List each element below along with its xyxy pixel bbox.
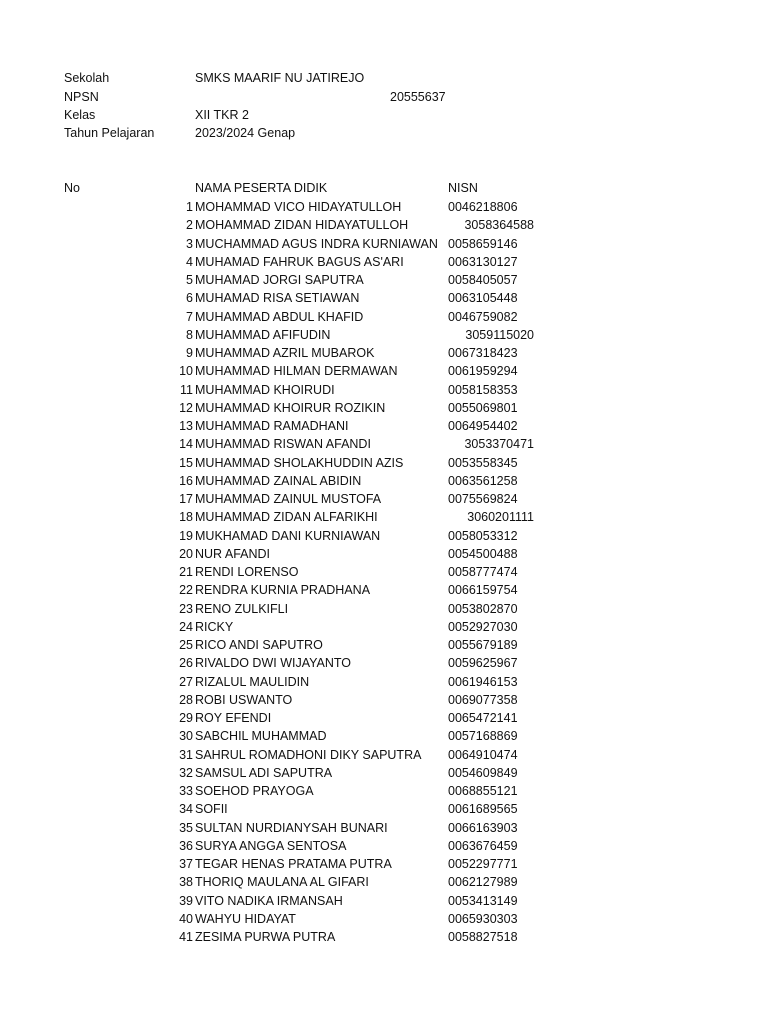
student-nisn: 0053558345 — [448, 455, 518, 470]
student-nisn: 0052297771 — [448, 857, 518, 871]
student-nisn: 3060201111 — [467, 510, 534, 525]
row-number: 18 — [179, 510, 193, 525]
table-row — [0, 399, 768, 417]
row-number: 3 — [186, 236, 193, 251]
student-nisn: 0063561258 — [448, 473, 518, 488]
table-row — [0, 928, 768, 946]
student-name: RENDI LORENSO — [195, 565, 299, 579]
student-name: SOFII — [195, 802, 228, 817]
student-nisn: 3058364588 — [464, 218, 534, 233]
row-number: 11 — [180, 382, 193, 397]
table-row — [0, 362, 768, 380]
column-header-no: No — [64, 181, 80, 195]
student-nisn: 0066163903 — [448, 820, 518, 835]
student-nisn: 0063105448 — [448, 291, 518, 306]
student-name: SOEHOD PRAYOGA — [195, 784, 314, 798]
column-header-nisn: NISN — [448, 181, 478, 195]
table-row — [0, 490, 768, 508]
student-nisn: 0061689565 — [448, 802, 518, 817]
table-row — [0, 417, 768, 435]
student-name: MUHAMAD RISA SETIAWAN — [195, 291, 360, 306]
student-nisn: 0062127989 — [448, 875, 518, 890]
row-number: 21 — [179, 565, 193, 579]
sekolah-value: SMKS MAARIF NU JATIREJO — [195, 71, 365, 85]
student-nisn: 0058659146 — [448, 236, 518, 251]
student-nisn: 3053370471 — [464, 437, 534, 452]
table-row — [0, 746, 768, 764]
row-number: 41 — [179, 930, 193, 944]
row-number: 39 — [179, 893, 193, 908]
student-name: ROBI USWANTO — [195, 692, 293, 707]
meta-row-tahun — [64, 124, 704, 142]
tahun-label: Tahun Pelajaran — [64, 126, 155, 140]
student-name: RENO ZULKIFLI — [195, 601, 289, 616]
row-number: 14 — [179, 437, 193, 452]
student-name: MUHAMAD FAHRUK BAGUS AS'ARI — [195, 254, 404, 269]
student-name: MUHAMMAD KHOIRUDI — [195, 382, 335, 397]
student-name: MOHAMMAD ZIDAN HIDAYATULLOH — [195, 218, 409, 233]
student-name: ZESIMA PURWA PUTRA — [195, 930, 336, 944]
student-nisn: 0069077358 — [448, 692, 518, 707]
kelas-label: Kelas — [64, 108, 96, 122]
row-number: 8 — [186, 327, 193, 342]
row-number: 24 — [179, 619, 193, 634]
table-row — [0, 600, 768, 618]
row-number: 26 — [179, 656, 193, 671]
student-name: MOHAMMAD VICO HIDAYATULLOH — [195, 200, 402, 214]
student-nisn: 0046759082 — [448, 309, 518, 324]
student-nisn: 0058827518 — [448, 930, 518, 944]
student-name: MUCHAMMAD AGUS INDRA KURNIAWAN — [195, 236, 438, 251]
student-name: RIZALUL MAULIDIN — [195, 674, 310, 689]
table-row — [0, 308, 768, 326]
row-number: 2 — [186, 218, 193, 233]
table-row — [0, 326, 768, 344]
row-number: 13 — [179, 419, 193, 433]
student-name: MUHAMMAD ZAINUL MUSTOFA — [195, 492, 382, 506]
table-row — [0, 892, 768, 910]
row-number: 28 — [179, 692, 193, 707]
meta-row-npsn — [64, 88, 704, 106]
row-number: 33 — [179, 784, 193, 798]
row-number: 5 — [186, 273, 193, 287]
table-row — [0, 782, 768, 800]
student-name: RICKY — [195, 619, 234, 634]
row-number: 7 — [186, 309, 193, 324]
student-name: MUHAMMAD ZAINAL ABIDIN — [195, 473, 362, 488]
student-name: SAHRUL ROMADHONI DIKY SAPUTRA — [195, 747, 422, 762]
student-nisn: 0061959294 — [448, 364, 518, 379]
row-number: 15 — [179, 455, 193, 470]
student-nisn: 0058777474 — [448, 565, 518, 579]
student-nisn: 3059115020 — [465, 327, 534, 342]
student-nisn: 0052927030 — [448, 619, 518, 634]
student-name: TEGAR HENAS PRATAMA PUTRA — [195, 857, 392, 871]
student-name: THORIQ MAULANA AL GIFARI — [195, 875, 369, 890]
student-nisn: 0058053312 — [448, 528, 518, 543]
row-number: 19 — [179, 528, 193, 543]
student-nisn: 0064910474 — [448, 747, 518, 762]
student-name: MUKHAMAD DANI KURNIAWAN — [195, 528, 381, 543]
table-row — [0, 654, 768, 672]
student-nisn: 0055679189 — [448, 638, 518, 652]
row-number: 20 — [179, 546, 193, 561]
npsn-value: 20555637 — [390, 90, 446, 104]
row-number: 1 — [186, 200, 193, 214]
row-number: 12 — [179, 400, 193, 415]
student-nisn: 0066159754 — [448, 583, 518, 598]
student-nisn: 0061946153 — [448, 674, 518, 689]
table-row — [0, 709, 768, 727]
student-name: MUHAMMAD RAMADHANI — [195, 419, 349, 433]
student-nisn: 0067318423 — [448, 346, 518, 360]
row-number: 17 — [179, 492, 193, 506]
kelas-value: XII TKR 2 — [195, 108, 249, 122]
table-row — [0, 910, 768, 928]
table-row — [0, 673, 768, 691]
row-number: 36 — [179, 838, 193, 853]
table-row — [0, 454, 768, 472]
table-row — [0, 727, 768, 745]
student-name: SABCHIL MUHAMMAD — [195, 729, 327, 744]
sekolah-label: Sekolah — [64, 71, 110, 85]
table-row — [0, 563, 768, 581]
table-row — [0, 527, 768, 545]
row-number: 27 — [179, 674, 193, 689]
table-row — [0, 581, 768, 599]
row-number: 6 — [186, 291, 193, 306]
table-row — [0, 344, 768, 362]
table-row — [0, 435, 768, 453]
student-name: SURYA ANGGA SENTOSA — [195, 838, 347, 853]
student-nisn: 0053413149 — [448, 893, 518, 908]
student-nisn: 0055069801 — [448, 400, 518, 415]
table-row — [0, 636, 768, 654]
column-header-nama: NAMA PESERTA DIDIK — [195, 181, 328, 195]
table-row — [0, 381, 768, 399]
student-nisn: 0065930303 — [448, 911, 518, 926]
student-name: MUHAMMAD AFIFUDIN — [195, 327, 331, 342]
student-name: VITO NADIKA IRMANSAH — [195, 893, 343, 908]
table-row — [0, 545, 768, 563]
table-row — [0, 691, 768, 709]
student-nisn: 0058405057 — [448, 273, 518, 287]
row-number: 37 — [179, 857, 193, 871]
table-row — [0, 472, 768, 490]
student-name: WAHYU HIDAYAT — [195, 911, 296, 926]
student-nisn: 0059625967 — [448, 656, 518, 671]
meta-row-kelas — [64, 106, 704, 124]
student-nisn: 0046218806 — [448, 200, 518, 214]
student-name: RICO ANDI SAPUTRO — [195, 638, 323, 652]
table-row — [0, 837, 768, 855]
row-number: 10 — [179, 364, 193, 379]
table-row — [0, 618, 768, 636]
student-name: SAMSUL ADI SAPUTRA — [195, 765, 333, 780]
row-number: 9 — [186, 346, 193, 360]
table-row — [0, 216, 768, 234]
student-name: MUHAMMAD ZIDAN ALFARIKHI — [195, 510, 378, 525]
row-number: 32 — [179, 765, 193, 780]
row-number: 23 — [179, 601, 193, 616]
student-nisn: 0063676459 — [448, 838, 518, 853]
student-nisn: 0068855121 — [448, 784, 518, 798]
student-nisn: 0058158353 — [448, 382, 518, 397]
table-row — [0, 873, 768, 891]
row-number: 30 — [179, 729, 193, 744]
student-name: MUHAMMAD ABDUL KHAFID — [195, 309, 364, 324]
row-number: 4 — [186, 254, 193, 269]
student-nisn: 0054609849 — [448, 765, 518, 780]
student-nisn: 0075569824 — [448, 492, 518, 506]
table-row — [0, 508, 768, 526]
table-row — [0, 819, 768, 837]
student-name: MUHAMMAD SHOLAKHUDDIN AZIS — [195, 455, 404, 470]
row-number: 38 — [179, 875, 193, 890]
row-number: 16 — [179, 473, 193, 488]
table-row — [0, 235, 768, 253]
student-nisn: 0054500488 — [448, 546, 518, 561]
meta-row-sekolah — [64, 69, 704, 87]
student-name: ROY EFENDI — [195, 711, 272, 725]
student-name: MUHAMAD JORGI SAPUTRA — [195, 273, 364, 287]
row-number: 34 — [179, 802, 193, 817]
npsn-label: NPSN — [64, 90, 99, 104]
row-number: 29 — [179, 711, 193, 725]
student-name: MUHAMMAD RISWAN AFANDI — [195, 437, 371, 452]
student-nisn: 0053802870 — [448, 601, 518, 616]
student-name: MUHAMMAD AZRIL MUBAROK — [195, 346, 375, 360]
table-row — [0, 253, 768, 271]
row-number: 35 — [179, 820, 193, 835]
table-row — [0, 764, 768, 782]
row-number: 40 — [179, 911, 193, 926]
student-nisn: 0064954402 — [448, 419, 518, 433]
table-row — [0, 800, 768, 818]
table-row — [0, 271, 768, 289]
student-nisn: 0065472141 — [448, 711, 518, 725]
student-name: RENDRA KURNIA PRADHANA — [195, 583, 371, 598]
student-name: RIVALDO DWI WIJAYANTO — [195, 656, 352, 671]
student-nisn: 0057168869 — [448, 729, 518, 744]
row-number: 22 — [179, 583, 193, 598]
student-name: SULTAN NURDIANYSAH BUNARI — [195, 820, 388, 835]
student-name: MUHAMMAD KHOIRUR ROZIKIN — [195, 400, 386, 415]
table-row — [0, 289, 768, 307]
table-row — [0, 198, 768, 216]
row-number: 31 — [179, 747, 193, 762]
student-name: MUHAMMAD HILMAN DERMAWAN — [195, 364, 398, 379]
student-nisn: 0063130127 — [448, 254, 518, 269]
table-header — [0, 179, 768, 197]
tahun-value: 2023/2024 Genap — [195, 126, 296, 140]
student-name: NUR AFANDI — [195, 546, 271, 561]
row-number: 25 — [179, 638, 193, 652]
table-row — [0, 855, 768, 873]
